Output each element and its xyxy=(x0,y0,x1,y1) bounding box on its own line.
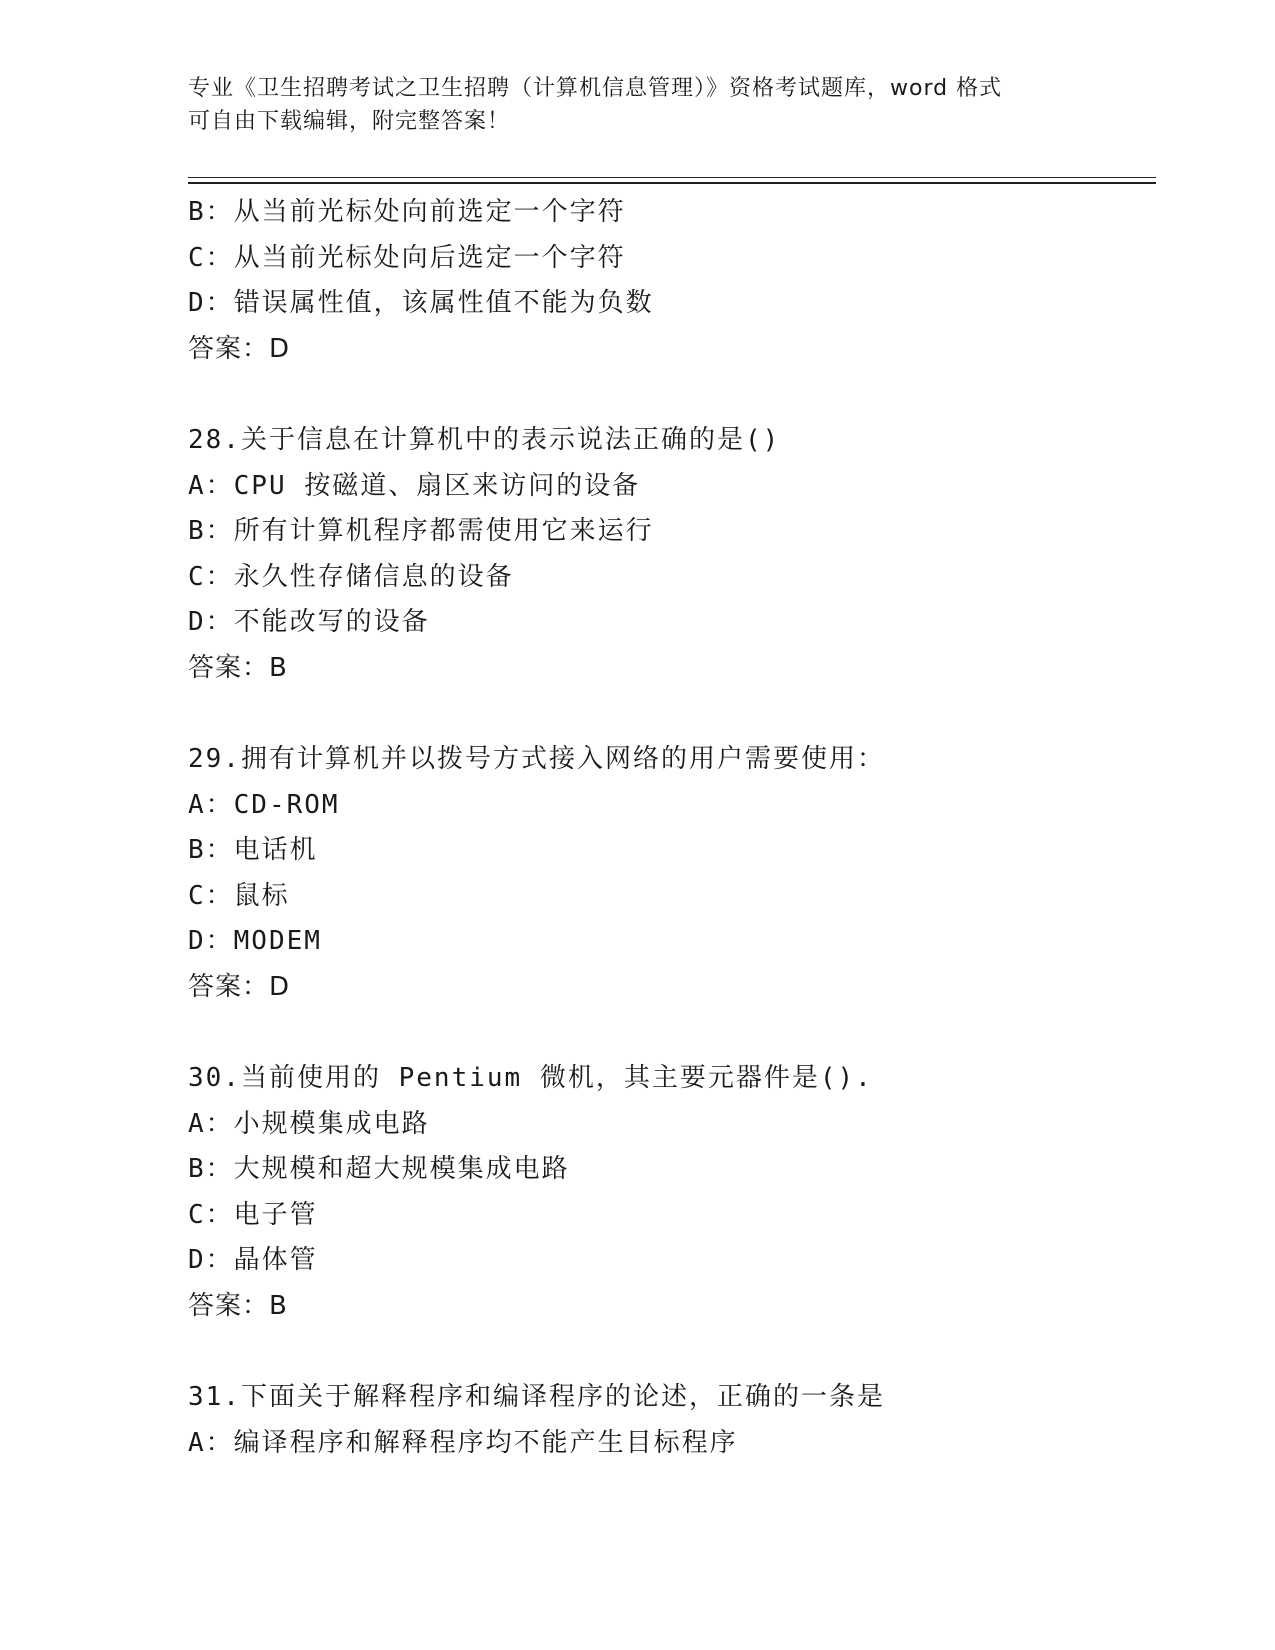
question-27-continued xyxy=(188,190,1148,372)
question-text: 31.下面关于解释程序和编译程序的论述，正确的一条是 xyxy=(188,1382,885,1412)
header-rule-thick xyxy=(188,182,1156,184)
header-rule-thin xyxy=(188,177,1156,178)
option-a: A：CD-ROM xyxy=(188,789,340,820)
option-b: B：从当前光标处向前选定一个字符 xyxy=(188,197,626,227)
answer: 答案：B xyxy=(188,652,288,683)
option-d: D：晶体管 xyxy=(188,1245,318,1275)
question-text: 29.拥有计算机并以拨号方式接入网络的用户需要使用： xyxy=(188,744,885,774)
answer: 答案：D xyxy=(188,333,291,364)
question-text: 30.当前使用的 Pentium 微机，其主要元器件是(). xyxy=(188,1063,873,1093)
option-c: C：电子管 xyxy=(188,1199,318,1230)
option-d: D：不能改写的设备 xyxy=(188,607,430,637)
question-31 xyxy=(188,1375,1148,1466)
option-b: B：大规模和超大规模集成电路 xyxy=(188,1154,570,1184)
document-header xyxy=(188,72,1088,138)
option-c: C：鼠标 xyxy=(188,880,290,911)
question-text: 28.关于信息在计算机中的表示说法正确的是() xyxy=(188,425,781,455)
option-a: A：小规模集成电路 xyxy=(188,1108,430,1139)
option-c: C：从当前光标处向后选定一个字符 xyxy=(188,242,626,273)
option-d: D：错误属性值，该属性值不能为负数 xyxy=(188,288,654,318)
option-b: B：电话机 xyxy=(188,835,318,865)
question-29 xyxy=(188,737,1148,1010)
answer: 答案：B xyxy=(188,1290,288,1321)
option-b: B：所有计算机程序都需使用它来运行 xyxy=(188,516,654,546)
answer: 答案：D xyxy=(188,971,291,1002)
question-30 xyxy=(188,1056,1148,1329)
option-a: A：CPU 按磁道、扇区来访问的设备 xyxy=(188,470,641,501)
question-list xyxy=(188,190,1148,1466)
header-line-1: 专业《卫生招聘考试之卫生招聘（计算机信息管理）》资格考试题库，word 格式 xyxy=(188,76,1003,101)
option-a: A：编译程序和解释程序均不能产生目标程序 xyxy=(188,1427,738,1458)
question-28 xyxy=(188,418,1148,691)
header-line-2: 可自由下载编辑，附完整答案！ xyxy=(188,109,511,134)
option-c: C：永久性存储信息的设备 xyxy=(188,561,514,592)
option-d: D：MODEM xyxy=(188,926,322,956)
